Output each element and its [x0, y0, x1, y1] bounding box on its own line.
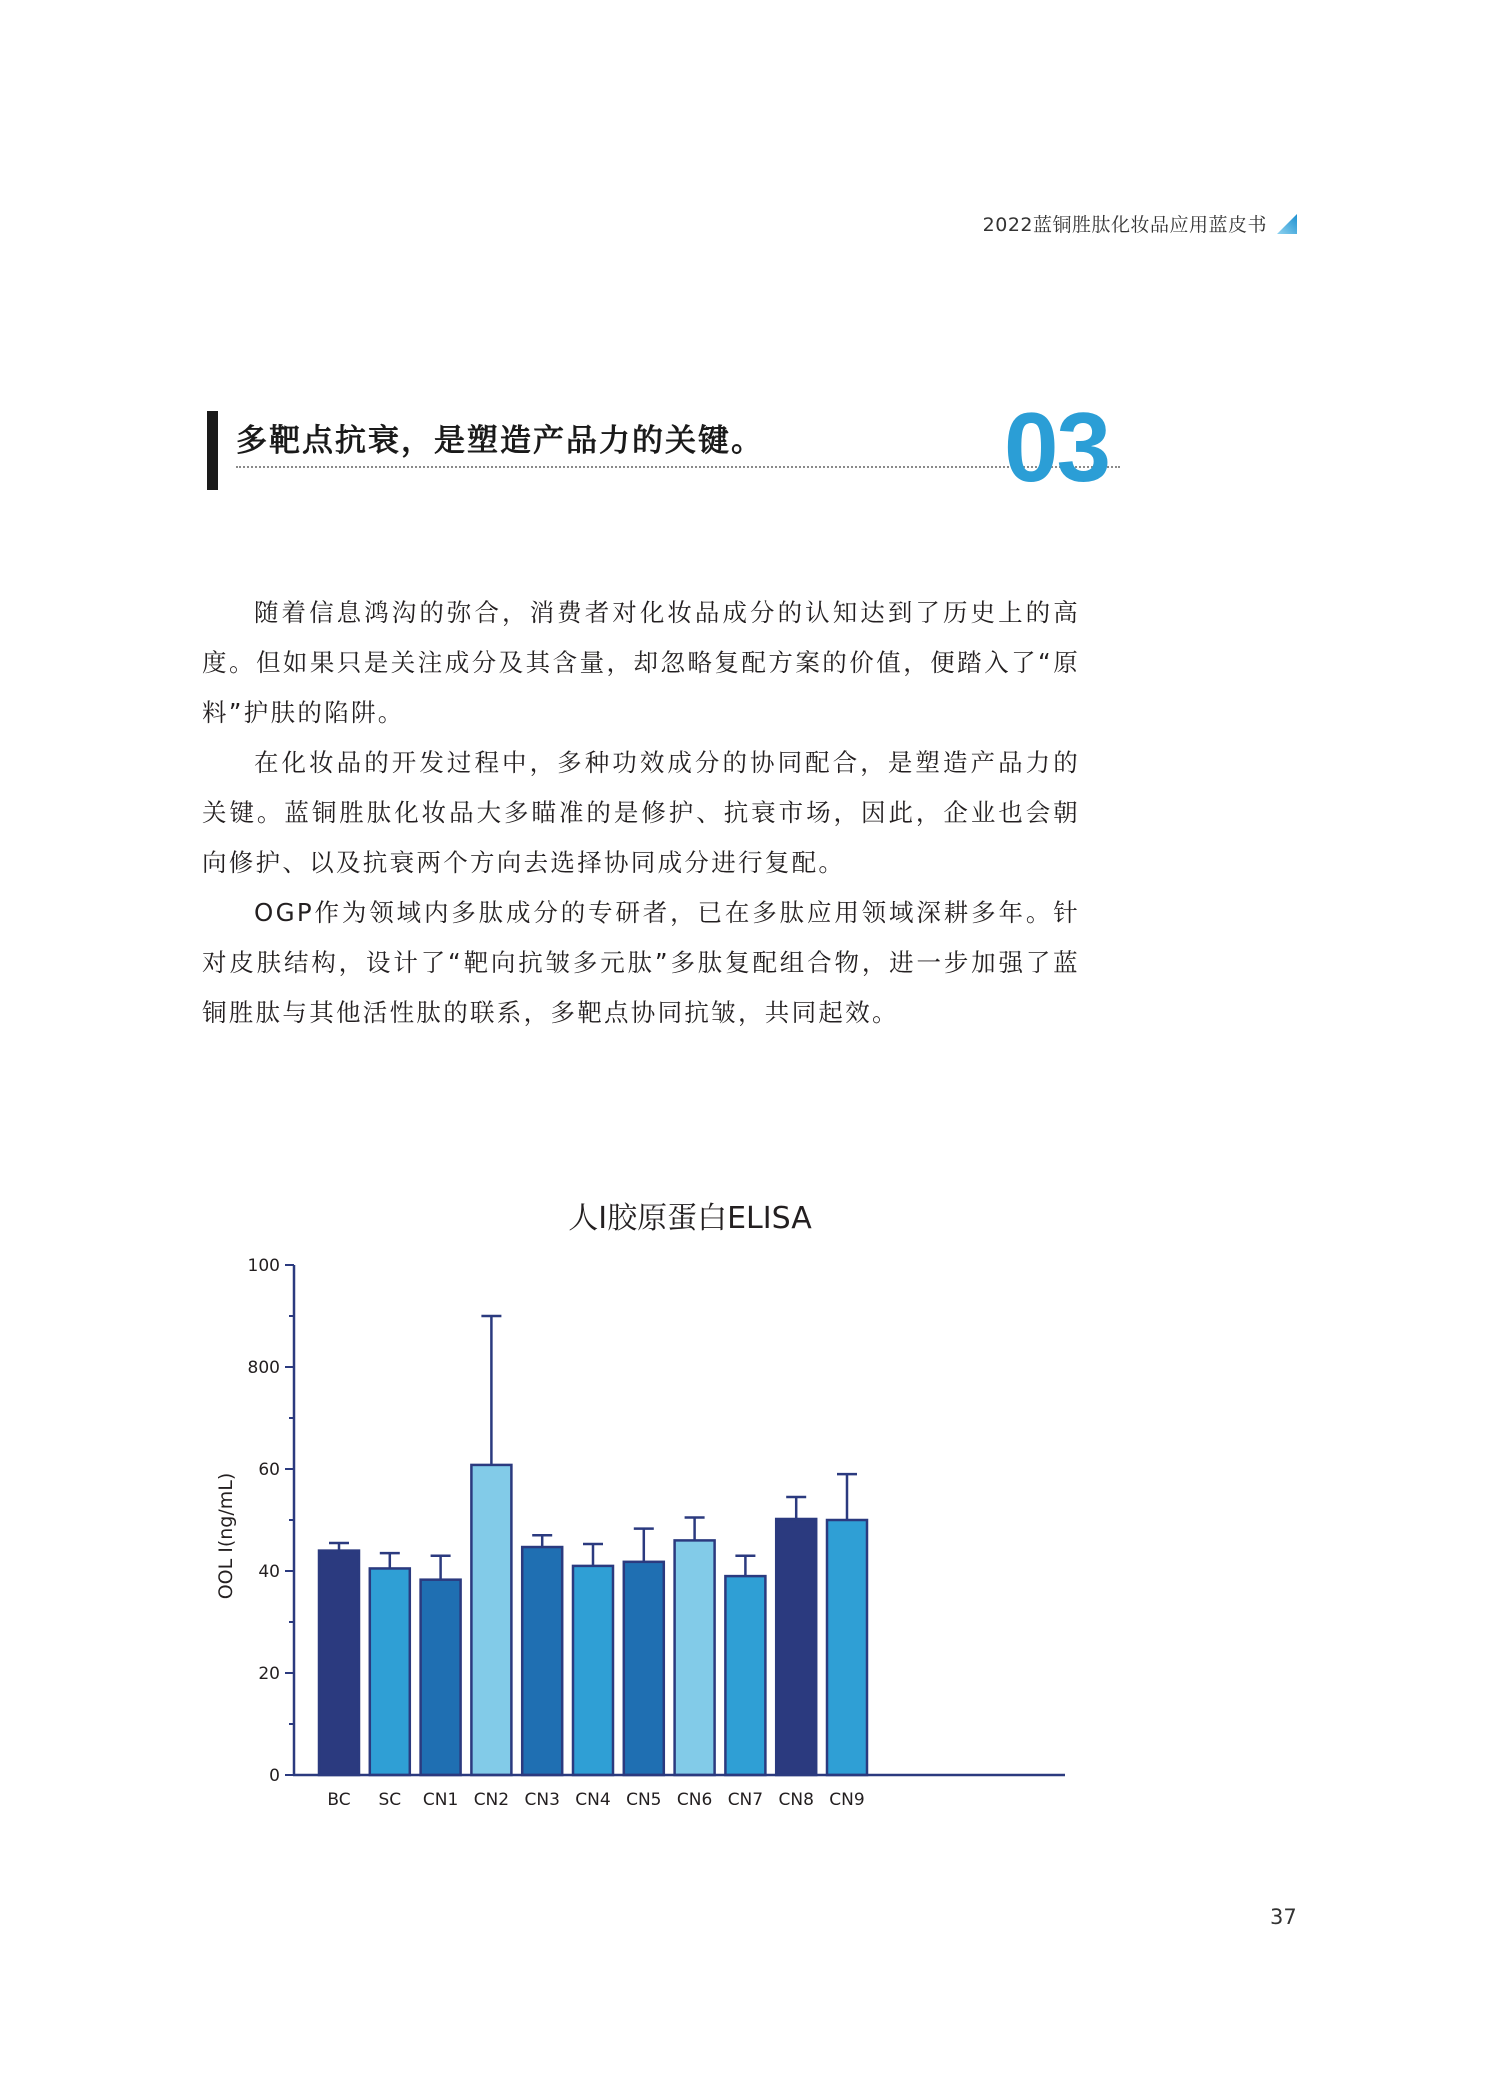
running-title: 2022蓝铜胜肽化妆品应用蓝皮书: [982, 214, 1267, 236]
paragraph-2: 在化妆品的开发过程中，多种功效成分的协同配合，是塑造产品力的关键。蓝铜胜肽化妆品大多瞄准的是修护、抗衰市场，因此，企业也会朝向修护、以及抗衰两个方向去选择协同成分进行复配。: [202, 748, 1080, 877]
bar-cn4: [573, 1566, 613, 1775]
chart-title: 人I胶原蛋白ELISA: [568, 1201, 812, 1236]
x-tick-label: CN6: [676, 1790, 713, 1810]
bar-sc: [370, 1568, 410, 1775]
body-text: [202, 588, 1080, 1038]
y-tick-label: 100: [247, 1256, 280, 1276]
corner-triangle-icon: [1277, 214, 1297, 234]
y-axis: [248, 1256, 294, 1786]
x-tick-label: CN1: [422, 1790, 459, 1810]
x-tick-label: CN9: [829, 1790, 865, 1810]
page-number: 37: [1270, 1905, 1297, 1929]
paragraph-1: 随着信息鸿沟的弥合，消费者对化妆品成分的认知达到了历史上的高度。但如果只是关注成分及其含量，却忽略复配方案的价值，便踏入了“原料”护肤的陷阱。: [202, 598, 1080, 727]
bar-cn1: [421, 1580, 461, 1775]
bar-cn3: [522, 1547, 562, 1775]
y-tick-label: 60: [258, 1460, 280, 1480]
section-marker-bar: [207, 411, 218, 490]
running-header: [983, 210, 1297, 237]
y-axis-label: OOL I(ng/mL): [215, 1472, 237, 1600]
bar-bc: [319, 1551, 359, 1775]
x-tick-label: CN2: [473, 1790, 510, 1810]
collagen-elisa-chart: [195, 1180, 1095, 1830]
y-tick-label: 40: [258, 1562, 280, 1582]
x-tick-label: CN7: [727, 1790, 764, 1810]
y-tick-label: 0: [269, 1766, 280, 1786]
bar-cn6: [675, 1540, 715, 1775]
x-tick-label: CN8: [778, 1790, 814, 1810]
paragraph-3: OGP作为领域内多肽成分的专研者，已在多肽应用领域深耕多年。针对皮肤结构，设计了“靶向抗皱多元肽”多肽复配组合物，进一步加强了蓝铜胜肽与其他活性肽的联系，多靶点协同抗皱，共同起效。: [202, 898, 1080, 1027]
bar-series: [319, 1465, 867, 1775]
section-dotted-rule: [236, 466, 1120, 468]
bar-cn8: [776, 1519, 816, 1775]
x-tick-label: CN3: [524, 1790, 560, 1810]
x-tick-label: CN5: [626, 1790, 662, 1810]
chart-canvas: [195, 1180, 1095, 1830]
section-number: 03: [1004, 392, 1110, 502]
x-tick-label: CN4: [575, 1790, 611, 1810]
x-axis: [293, 1775, 1065, 1810]
x-tick-label: SC: [378, 1790, 402, 1810]
y-tick-label: 20: [258, 1664, 280, 1684]
bar-cn2: [471, 1465, 511, 1775]
bar-cn9: [827, 1520, 867, 1775]
x-tick-label: BC: [327, 1790, 351, 1810]
y-tick-label: 800: [247, 1358, 280, 1378]
section-title: 多靶点抗衰，是塑造产品力的关键。: [236, 423, 764, 459]
bar-cn7: [725, 1576, 765, 1775]
bar-cn5: [624, 1562, 664, 1775]
